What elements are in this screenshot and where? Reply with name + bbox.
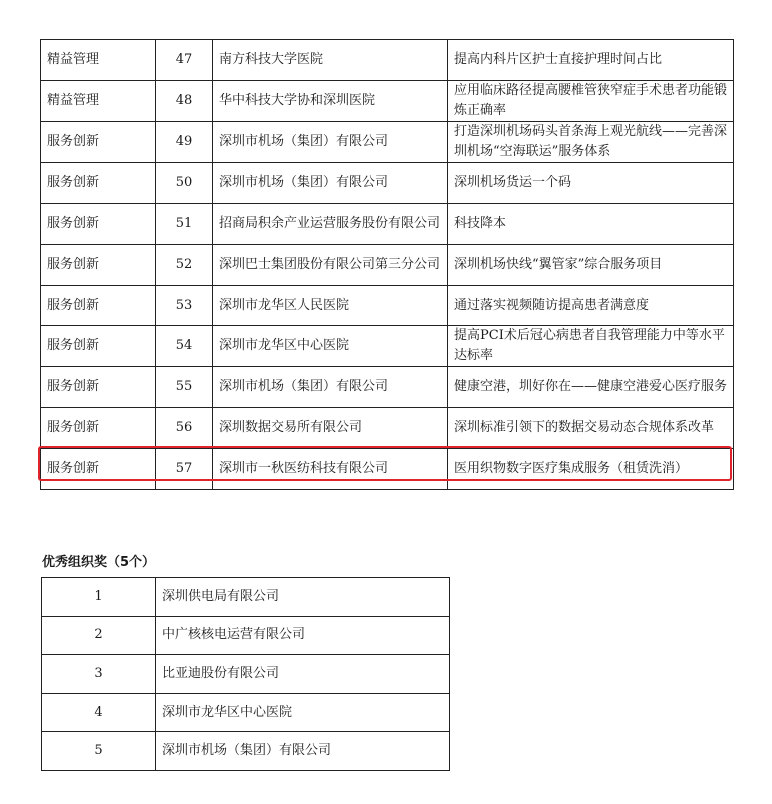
- organization-cell: 招商局积余产业运营服务股份有限公司: [213, 203, 448, 244]
- organization-cell: 深圳市龙华区中心医院: [156, 693, 450, 732]
- number-cell: 1: [42, 578, 156, 617]
- awards-table: [40, 39, 734, 490]
- organization-cell: 深圳市龙华区人民医院: [213, 285, 448, 326]
- table-row: [42, 732, 450, 771]
- project-cell: 深圳机场快线“翼管家”综合服务项目: [448, 244, 734, 285]
- organization-cell: 比亚迪股份有限公司: [156, 655, 450, 694]
- category-cell: 服务创新: [41, 121, 156, 162]
- table-row: [41, 244, 734, 285]
- project-cell: 深圳机场货运一个码: [448, 162, 734, 203]
- table-row: [41, 285, 734, 326]
- category-cell: 服务创新: [41, 244, 156, 285]
- category-cell: 服务创新: [41, 449, 156, 490]
- number-cell: 48: [156, 80, 213, 121]
- table-row: [42, 616, 450, 655]
- organization-cell: 深圳市机场（集团）有限公司: [213, 121, 448, 162]
- project-cell: 提高内科片区护士直接护理时间占比: [448, 40, 734, 81]
- project-cell: 应用临床路径提高腰椎管狭窄症手术患者功能锻炼正确率: [448, 80, 734, 121]
- organization-cell: 华中科技大学协和深圳医院: [213, 80, 448, 121]
- number-cell: 50: [156, 162, 213, 203]
- category-cell: 服务创新: [41, 367, 156, 408]
- number-cell: 57: [156, 449, 213, 490]
- organization-cell: 中广核核电运营有限公司: [156, 616, 450, 655]
- table-row: [41, 326, 734, 367]
- project-cell: 提高PCI术后冠心病患者自我管理能力中等水平达标率: [448, 326, 734, 367]
- number-cell: 51: [156, 203, 213, 244]
- category-cell: 服务创新: [41, 326, 156, 367]
- organization-cell: 深圳数据交易所有限公司: [213, 408, 448, 449]
- project-cell: 健康空港，圳好你在——健康空港爱心医疗服务: [448, 367, 734, 408]
- project-cell: 通过落实视频随访提高患者满意度: [448, 285, 734, 326]
- organization-cell: 深圳市一秋医纺科技有限公司: [213, 449, 448, 490]
- number-cell: 55: [156, 367, 213, 408]
- table-row: [41, 40, 734, 81]
- category-cell: 精益管理: [41, 80, 156, 121]
- organization-cell: 深圳市机场（集团）有限公司: [213, 367, 448, 408]
- number-cell: 54: [156, 326, 213, 367]
- table-row: [42, 578, 450, 617]
- project-cell: 科技降本: [448, 203, 734, 244]
- table-row: [41, 203, 734, 244]
- organization-cell: 深圳巴士集团股份有限公司第三分公司: [213, 244, 448, 285]
- category-cell: 服务创新: [41, 408, 156, 449]
- project-cell: 打造深圳机场码头首条海上观光航线——完善深圳机场“空海联运”服务体系: [448, 121, 734, 162]
- table-row: [41, 367, 734, 408]
- number-cell: 53: [156, 285, 213, 326]
- number-cell: 5: [42, 732, 156, 771]
- number-cell: 47: [156, 40, 213, 81]
- table-row: [41, 80, 734, 121]
- section-title-org-award: 优秀组织奖（5个）: [42, 555, 156, 570]
- number-cell: 49: [156, 121, 213, 162]
- table-row: [41, 162, 734, 203]
- table-row: [42, 655, 450, 694]
- number-cell: 2: [42, 616, 156, 655]
- table-row: [41, 408, 734, 449]
- organization-cell: 深圳市龙华区中心医院: [213, 326, 448, 367]
- category-cell: 服务创新: [41, 162, 156, 203]
- table-row: [42, 693, 450, 732]
- category-cell: 精益管理: [41, 40, 156, 81]
- number-cell: 56: [156, 408, 213, 449]
- category-cell: 服务创新: [41, 285, 156, 326]
- awards-table-body: [41, 40, 734, 490]
- table-row: [41, 449, 734, 490]
- number-cell: 4: [42, 693, 156, 732]
- org-award-table: [41, 577, 450, 771]
- number-cell: 3: [42, 655, 156, 694]
- org-award-table-body: [42, 578, 450, 771]
- organization-cell: 深圳市机场（集团）有限公司: [213, 162, 448, 203]
- table-row: [41, 121, 734, 162]
- project-cell: 医用织物数字医疗集成服务（租赁洗消）: [448, 449, 734, 490]
- organization-cell: 深圳供电局有限公司: [156, 578, 450, 617]
- number-cell: 52: [156, 244, 213, 285]
- project-cell: 深圳标准引领下的数据交易动态合规体系改革: [448, 408, 734, 449]
- organization-cell: 南方科技大学医院: [213, 40, 448, 81]
- category-cell: 服务创新: [41, 203, 156, 244]
- organization-cell: 深圳市机场（集团）有限公司: [156, 732, 450, 771]
